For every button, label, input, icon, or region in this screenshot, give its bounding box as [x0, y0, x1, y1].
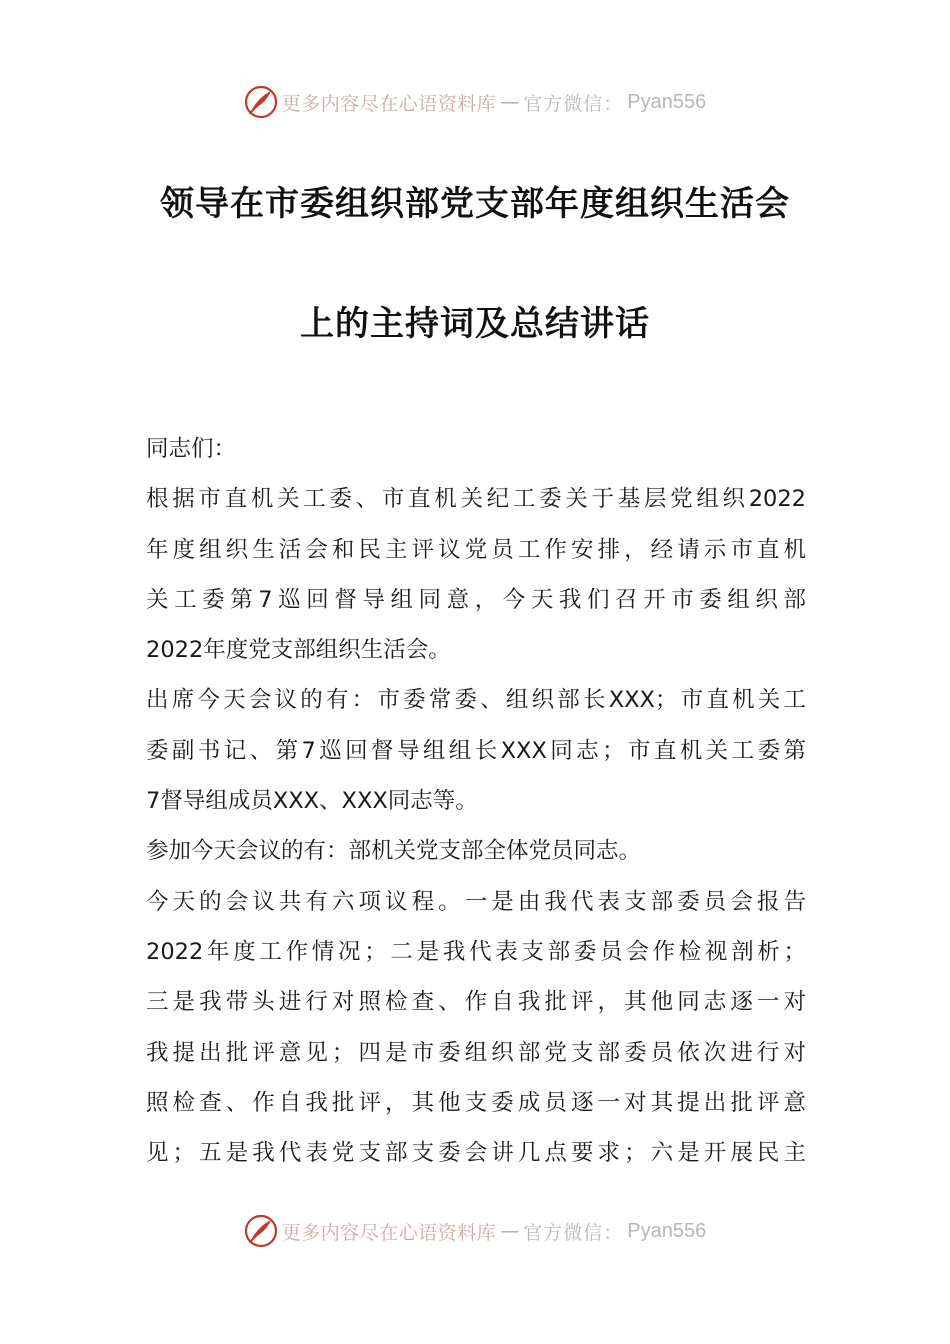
header-banner: [0, 82, 950, 122]
body-line: 三是我带头进行对照检查、作自我批评，其他同志逐一对: [146, 989, 806, 1016]
header-slogan: 更多内容尽在心语资料库: [281, 92, 497, 115]
body-line: 我提出批评意见；四是市委组织部党支部委员依次进行对: [146, 1039, 806, 1066]
quill-logo-icon: [244, 85, 278, 119]
document-title-line-1: 领导在市委组织部党支部年度组织生活会: [160, 184, 790, 224]
body-line: 见；五是我代表党支部支委会讲几点要求；六是开展民主: [146, 1140, 806, 1167]
header-wechat-id: Pyan556: [627, 90, 707, 113]
body-line: 7督导组成员XXX、XXX同志等。: [146, 788, 478, 815]
body-line: 2022年度工作情况；二是我代表支部委员会作检视剖析；: [146, 938, 806, 965]
body-line-salutation: 同志们：: [146, 436, 237, 462]
footer-slogan: 更多内容尽在心语资料库: [281, 1221, 497, 1244]
footer-banner: [0, 1211, 950, 1251]
document-title-line-2: 上的主持词及总结讲话: [300, 304, 650, 344]
body-line: 照检查、作自我批评，其他支委成员逐一对其提出批评意: [146, 1089, 806, 1116]
body-line: 今天的会议共有六项议程。一是由我代表支部委员会报告: [146, 888, 806, 915]
body-line: 关工委第7巡回督导组同意，今天我们召开市委组织部: [146, 586, 806, 613]
header-dash: —: [500, 91, 520, 113]
footer-dash: —: [500, 1220, 520, 1242]
body-line: 委副书记、第7巡回督导组组长XXX同志；市直机关工委第: [146, 737, 806, 764]
body-line: 参加今天会议的有：部机关党支部全体党员同志。: [146, 838, 642, 865]
body-line: 出席今天会议的有：市委常委、组织部长XXX；市直机关工: [146, 687, 806, 714]
header-wechat-label: 官方微信：: [523, 92, 624, 115]
footer-wechat-id: Pyan556: [627, 1219, 707, 1242]
document-body: [146, 424, 806, 1178]
footer-wechat-label: 官方微信：: [523, 1221, 624, 1244]
quill-logo-icon: [244, 1214, 278, 1248]
body-line: 2022年度党支部组织生活会。: [146, 637, 451, 664]
body-line: 年度组织生活会和民主评议党员工作安排，经请示市直机: [146, 536, 806, 563]
body-line: 根据市直机关工委、市直机关纪工委关于基层党组织2022: [146, 486, 806, 513]
